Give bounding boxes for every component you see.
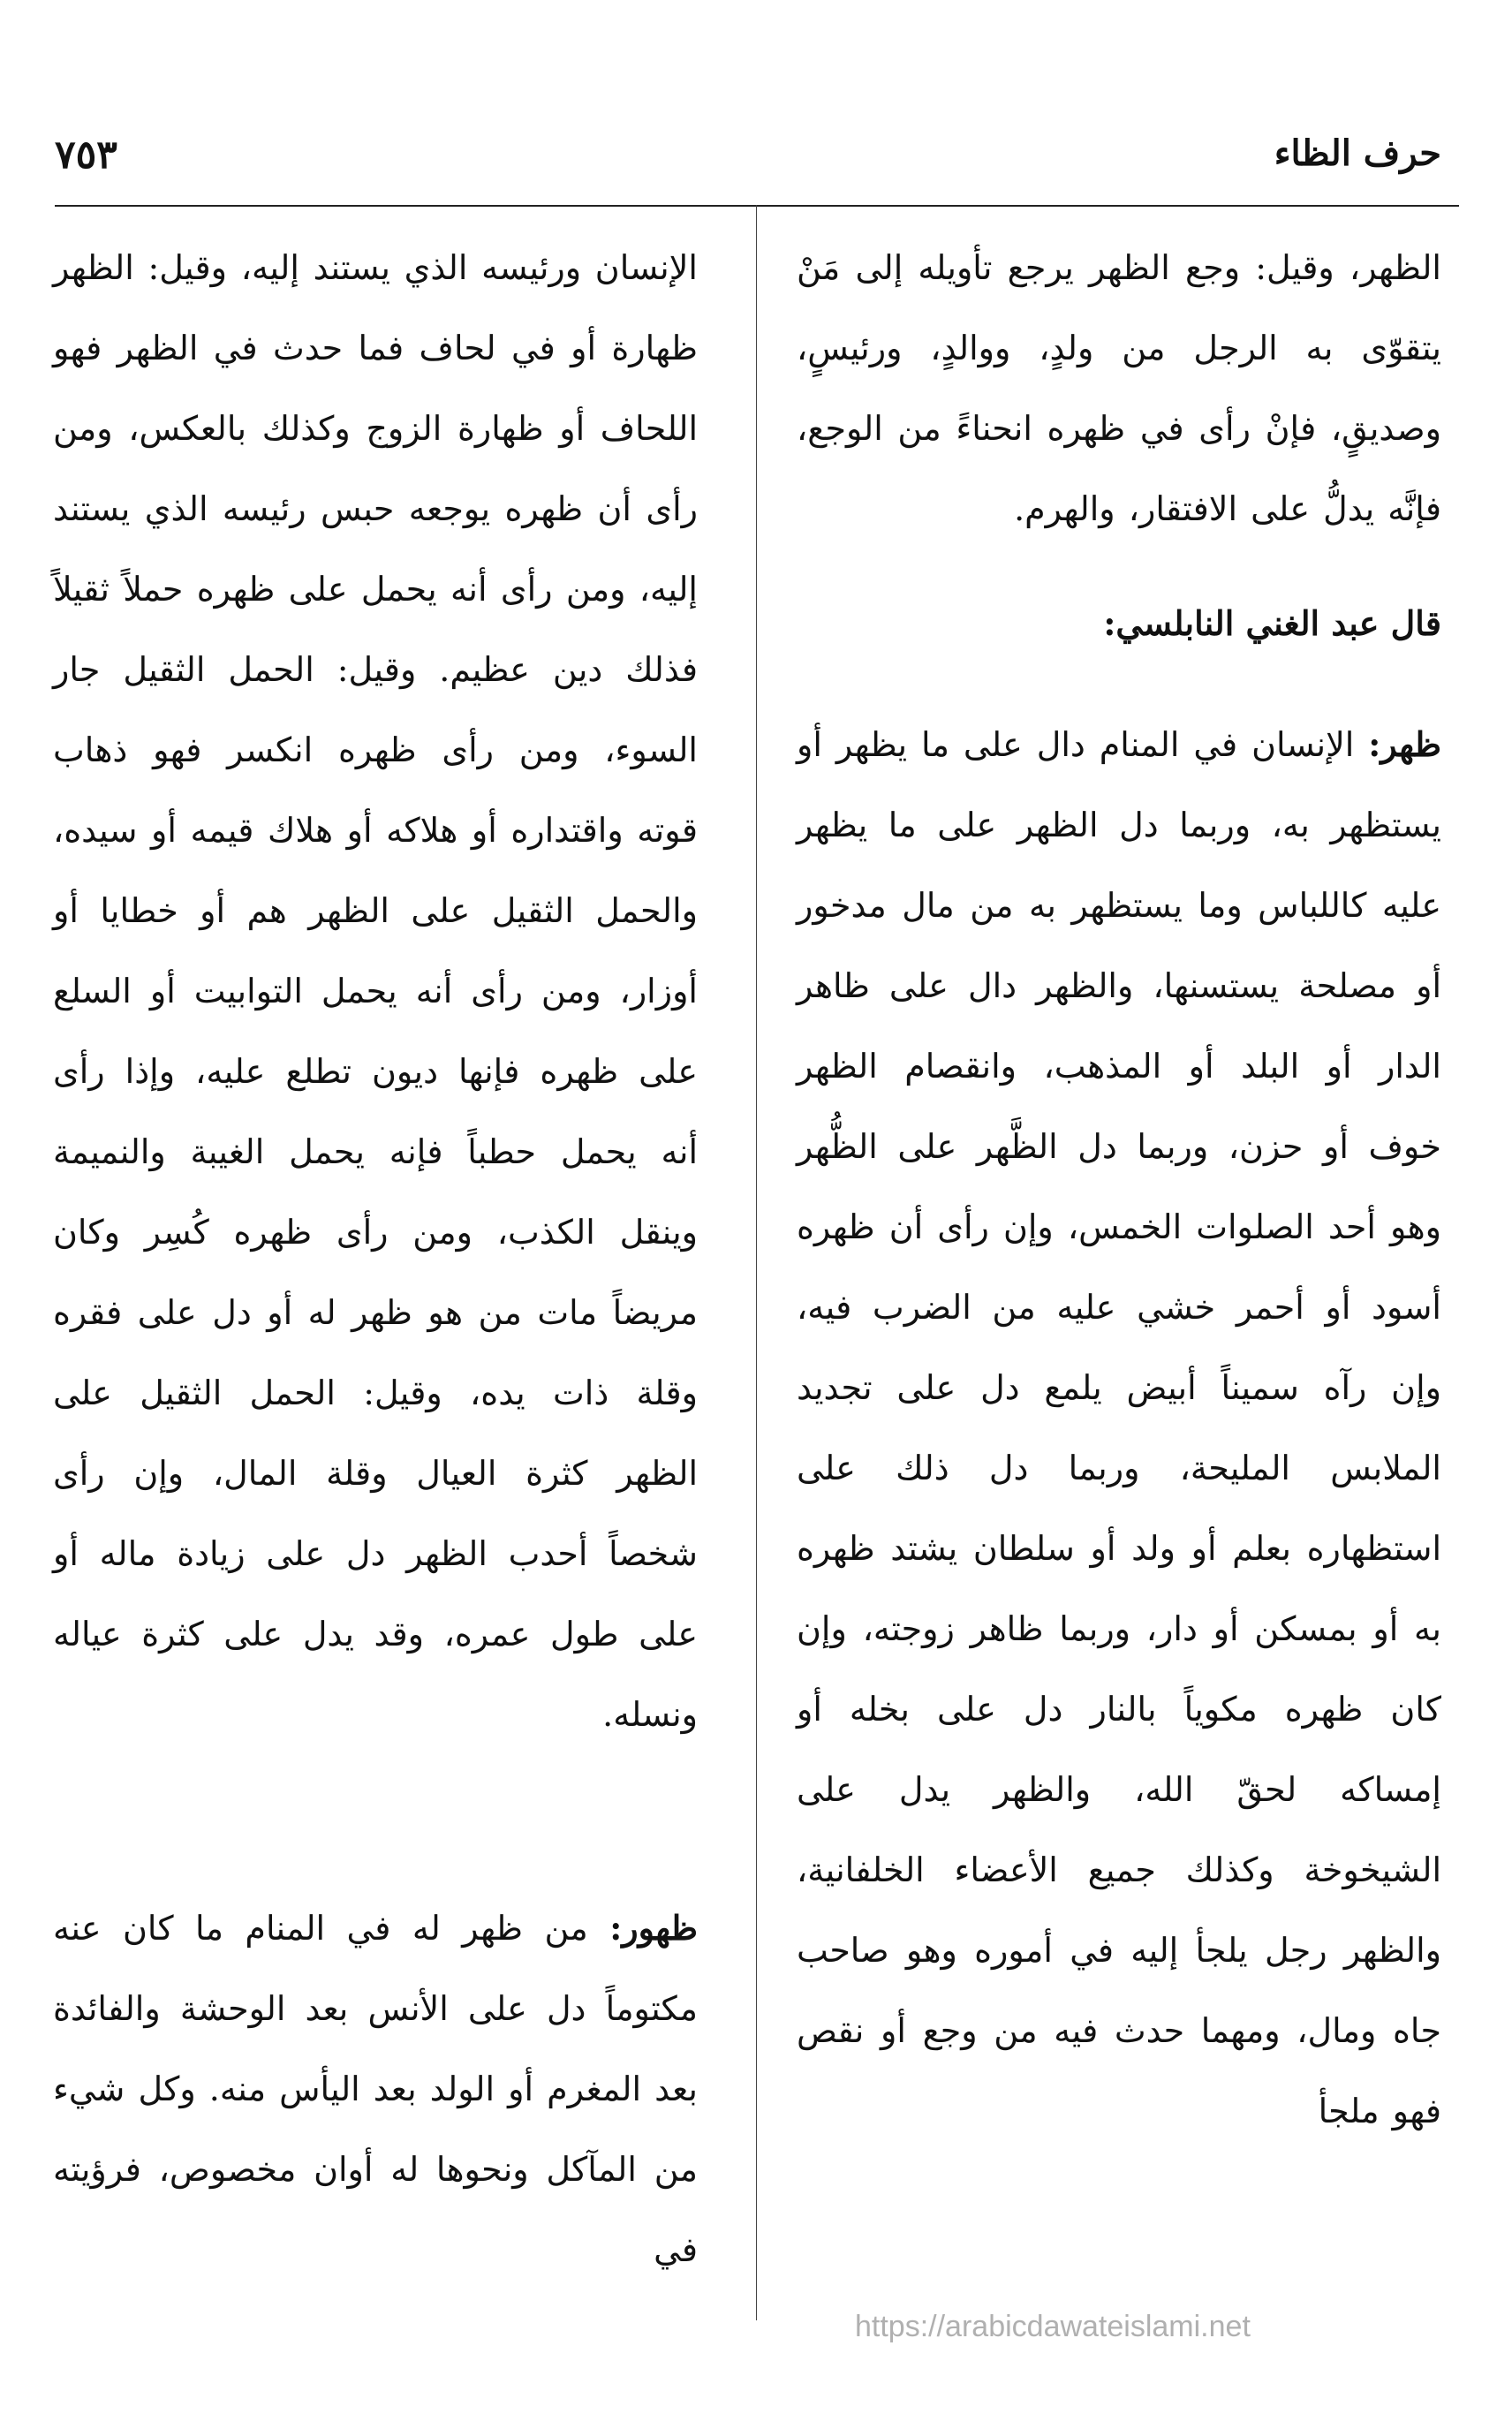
- header-rule: [55, 205, 1459, 207]
- left-column: [53, 228, 698, 2290]
- right-column: [797, 228, 1441, 2152]
- entry-zahr: [797, 704, 1441, 2152]
- running-header-title: حرف الظاء: [1274, 132, 1441, 174]
- entry-text-zahr: الإنسان في المنام دال على ما يظهر أو يستظهر به، وربما دل الظهر على ما يظهر عليه كاللباس وما يستظهر به من مال مدخور أو مصلحة يستسنها، والظهر دال على ظاهر الدار أو البلد أو المذهب، وانقصام الظهر خوف أو حزن، وربما دل الظَّهر على الظُّهر وهو أحد الصلوات الخمس، وإن رأى أن ظهره أسود أو أحمر خشي عليه من الضرب فيه، وإن رآه سميناً أبيض يلمع دل على تجديد الملابس المليحة، وربما دل ذلك على استظهاره بعلم أو ولد أو سلطان يشتد ظهره به أو بمسكن أو دار، وربما ظاهر زوجته، وإن كان ظهره مكوياً بالنار دل على بخله أو إمساكه لحقّ الله، والظهر يدل على الشيخوخة وكذلك جميع الأعضاء الخلفانية، والظهر رجل يلجأ إليه في أموره وهو صاحب جاه ومال، ومهما حدث فيه من وجع أو نقص فهو ملجأ: [797, 725, 1441, 2130]
- entry-term-zahr: ظهر:: [1368, 724, 1441, 764]
- page-number: ٧٥٣: [55, 132, 117, 178]
- paragraph-back-pain: الظهر، وقيل: وجع الظهر يرجع تأويله إلى مَنْ يتقوّى به الرجل من ولدٍ، ووالدٍ، ورئيسٍ، وصديقٍ، فإنْ رأى في ظهره انحناءً من الوجع، فإنَّه يدلُّ على الافتقار، والهرم.: [797, 248, 1441, 528]
- entry-term-zuhur: ظهور:: [609, 1908, 698, 1948]
- entry-text-zuhur: من ظهر له في المنام ما كان عنه مكتوماً دل على الأنس بعد الوحشة والفائدة بعد المغرم أو الولد بعد اليأس منه. وكل شيء من المآكل ونحوها له أوان مخصوص، فرؤيته في: [53, 1909, 698, 2269]
- column-divider: [756, 205, 757, 2320]
- watermark-url: https://arabicdawateislami.net: [855, 2310, 1251, 2343]
- paragraph-continued: الإنسان ورئيسه الذي يستند إليه، وقيل: الظهر ظهارة أو في لحاف فما حدث في الظهر فهو اللحاف أو ظهارة الزوج وكذلك بالعكس، ومن رأى أن ظهره يوجعه حبس رئيسه الذي يستند إليه، ومن رأى أنه يحمل على ظهره حملاً ثقيلاً فذلك دين عظيم. وقيل: الحمل الثقيل جار السوء، ومن رأى ظهره انكسر فهو ذهاب قوته واقتداره أو هلاكه أو هلاك قيمه أو سيده، والحمل الثقيل على الظهر هم أو خطايا أو أوزار، ومن رأى أنه يحمل التوابيت أو السلع على ظهره فإنها ديون تطلع عليه، وإذا رأى أنه يحمل حطباً فإنه يحمل الغيبة والنميمة وينقل الكذب، ومن رأى ظهره كُسِر وكان مريضاً مات من هو ظهر له أو دل على فقره وقلة ذات يده، وقيل: الحمل الثقيل على الظهر كثرة العيال وقلة المال، وإن رأى شخصاً أحدب الظهر دل على زيادة ماله أو على طول عمره، وقد يدل على كثرة عياله ونسله.: [53, 248, 698, 1734]
- entry-zuhur: [53, 1888, 698, 2290]
- section-heading-nabulsi: قال عبد الغني النابلسي:: [1103, 603, 1441, 643]
